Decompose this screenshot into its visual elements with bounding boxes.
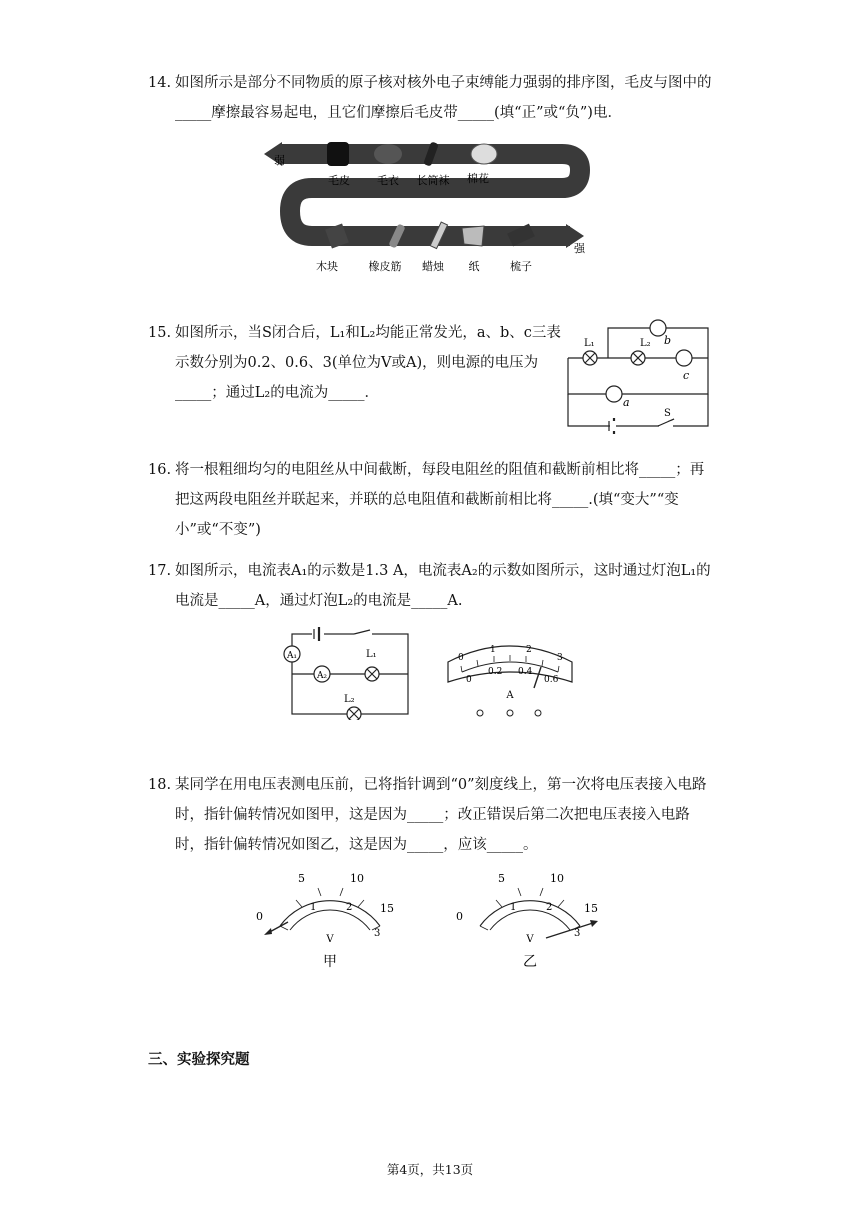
material-label: 棉花 — [467, 172, 489, 185]
material-label: 毛衣 — [377, 174, 399, 187]
question-number: 17. — [148, 563, 172, 579]
question-number: 16. — [148, 462, 172, 478]
outer-tick: 15 — [380, 902, 394, 915]
caption-jia: 甲 — [323, 954, 337, 970]
fur-icon — [327, 142, 349, 166]
a2-label: A₂ — [316, 671, 328, 681]
question-number: 14. — [148, 75, 172, 91]
bottom-tick: 0.2 — [488, 667, 503, 677]
ammeter-dial-17 — [440, 638, 580, 722]
question-text: 如图所示，当S闭合后，L₁和L₂均能正常发光，a、b、c三表示数分别为0.2、0.6、3(单位为V或A)，则电源的电压为_____；通过L₂的电流为_____． — [175, 325, 561, 401]
question-text: 如图所示，电流表A₁的示数是1.3 A，电流表A₂的示数如图所示，这时通过灯泡L₁的电流是_____A，通过灯泡L₂的电流是_____A. — [175, 563, 711, 609]
outer-tick: 10 — [350, 872, 364, 885]
material-label: 木块 — [316, 260, 338, 273]
outer-tick: 15 — [584, 902, 598, 915]
inner-tick: 1 — [510, 902, 517, 913]
switch-label: S — [664, 408, 671, 419]
inner-tick: 3 — [574, 928, 581, 939]
outer-tick: 10 — [550, 872, 564, 885]
top-tick: 1 — [490, 645, 496, 655]
unit-label: V — [526, 934, 534, 945]
l2-label: L₂ — [640, 338, 651, 349]
material-label: 纸 — [468, 260, 480, 273]
question-text: 某同学在用电压表测电压前，已将指针调到“0”刻度线上，第一次将电压表接入电路时，指针偏转情况如图甲，这是因为_____；改正错误后第二次把电压表接入电路时，指针偏转情况如图乙，这是因为_____，应该_____。 — [175, 777, 707, 853]
question-text: 将一根粗细均匀的电阻丝从中间截断，每段电阻丝的阻值和截断前相比将_____；再把这两段电阻丝并联起来，并联的总电阻值和截断前相比将_____.(填“变大”“变小”或“不变”) — [175, 462, 705, 538]
c-label: c — [683, 369, 690, 382]
bottom-tick: 0.4 — [518, 667, 533, 677]
strong-label: 强 — [574, 242, 585, 255]
material-label: 蜡烛 — [422, 260, 444, 273]
inner-tick: 2 — [546, 902, 553, 913]
meter-a-icon — [606, 386, 622, 402]
caption-yi: 乙 — [523, 954, 537, 970]
meter-unit: A — [506, 690, 514, 701]
outer-tick: 5 — [298, 872, 305, 885]
meter-c-icon — [676, 350, 692, 366]
cotton-icon — [471, 144, 497, 164]
question-15 — [148, 318, 568, 408]
a1-label: A₁ — [286, 651, 298, 661]
material-label: 橡皮筋 — [368, 260, 402, 273]
l1-label: L₁ — [366, 649, 377, 660]
outer-tick: 0 — [456, 910, 463, 923]
question-number: 18. — [148, 777, 172, 793]
question-17 — [148, 556, 718, 616]
question-text: 如图所示是部分不同物质的原子核对核外电子束缚能力强弱的排序图，毛皮与图中的_____摩擦最容易起电，且它们摩擦后毛皮带_____(填“正”或“负”)电． — [175, 75, 712, 121]
bottom-tick: 0.6 — [544, 675, 559, 685]
inner-tick: 3 — [374, 928, 381, 939]
outer-tick: 5 — [498, 872, 505, 885]
b-label: b — [664, 334, 672, 347]
question-14 — [148, 68, 718, 128]
a-label: a — [623, 396, 630, 409]
material-label: 长筒袜 — [416, 174, 450, 187]
question-16 — [148, 455, 718, 545]
circuit-figure-15 — [560, 318, 720, 438]
voltmeter-dial-yi — [448, 864, 608, 974]
circuit-figure-17 — [282, 624, 412, 720]
question-18 — [148, 770, 718, 860]
unit-label: V — [326, 934, 334, 945]
inner-tick: 2 — [346, 902, 353, 913]
sweater-icon — [374, 144, 402, 164]
l1-label: L₁ — [584, 338, 595, 349]
question-number: 15. — [148, 325, 172, 341]
voltmeter-dial-jia — [248, 864, 398, 974]
outer-tick: 0 — [256, 910, 263, 923]
section-title: 三、实验探究题 — [148, 1052, 250, 1068]
inner-tick: 1 — [310, 902, 317, 913]
top-tick: 2 — [526, 645, 532, 655]
paper-icon — [462, 226, 484, 246]
material-label: 梳子 — [510, 260, 532, 273]
weak-label: 弱 — [274, 154, 285, 167]
bottom-tick: 0 — [466, 675, 472, 685]
page-footer: 第4页，共13页 — [386, 1162, 474, 1177]
top-tick: 3 — [557, 653, 563, 663]
l2-label: L₂ — [344, 694, 355, 705]
needle — [546, 922, 596, 938]
electron-binding-figure — [262, 136, 597, 281]
material-label: 毛皮 — [328, 174, 350, 187]
top-tick: 0 — [458, 653, 464, 663]
